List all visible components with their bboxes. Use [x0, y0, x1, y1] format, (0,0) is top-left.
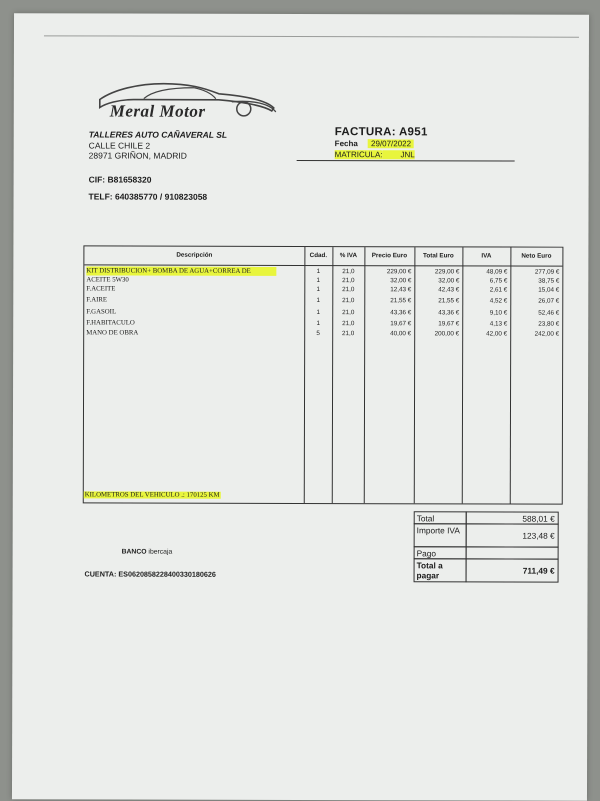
row-vat-pct: 21,0 — [342, 320, 355, 328]
bank-name: ibercaja — [148, 548, 173, 556]
payment-label: Pago — [414, 546, 467, 559]
row-description: F.HABITACULO — [86, 319, 135, 327]
header-rule — [297, 160, 515, 162]
row-total: 19,67 € — [438, 320, 460, 328]
row-description: F.AIRE — [86, 296, 108, 304]
vat-amount-value: 123,48 € — [466, 523, 559, 547]
amount-due-value: 711,49 € — [466, 558, 559, 582]
col-header-qty: Cdad. — [309, 252, 328, 260]
total-label: Total — [414, 511, 467, 524]
top-rule — [44, 35, 579, 37]
bank-info — [122, 549, 173, 556]
row-total: 43,36 € — [438, 309, 460, 317]
row-net: 26,07 € — [538, 297, 560, 305]
company-name: TALLERES AUTO CAÑAVERAL SL — [88, 129, 228, 140]
company-address-line1: CALLE CHILE 2 — [88, 139, 151, 151]
row-vat-pct: 21,0 — [342, 286, 355, 294]
date-label: Fecha — [334, 139, 358, 149]
col-header-vat: IVA — [481, 252, 492, 260]
invoice-sheet — [12, 13, 589, 801]
invoice-header — [335, 126, 428, 160]
items-table — [83, 245, 564, 504]
logo-text: Meral Motor — [109, 101, 206, 121]
row-price: 19,67 € — [390, 320, 412, 328]
col-header-price: Precio Euro — [371, 252, 408, 260]
row-qty: 1 — [316, 286, 321, 294]
row-net: 277,09 € — [534, 268, 560, 276]
row-qty: 1 — [316, 268, 321, 276]
row-vat: 9,10 € — [489, 309, 508, 317]
plate-value: JNL — [383, 150, 415, 159]
row-qty: 1 — [316, 277, 321, 285]
row-price: 32,00 € — [390, 277, 412, 285]
invoice-plate-row — [335, 149, 428, 160]
col-header-vat-pct: % IVA — [339, 252, 358, 260]
row-qty: 1 — [316, 297, 321, 305]
plate-label: MATRICULA: — [334, 150, 383, 160]
row-vat: 42,00 € — [486, 330, 508, 338]
row-price: 21,55 € — [390, 297, 412, 305]
date-value: 29/07/2022 — [368, 139, 414, 148]
row-price: 43,36 € — [390, 309, 412, 317]
row-description: MANO DE OBRA — [86, 329, 139, 337]
total-value: 588,01 € — [466, 511, 559, 524]
row-qty: 5 — [316, 330, 320, 338]
row-vat: 2,61 € — [489, 286, 508, 294]
vat-amount-label: Importe IVA — [414, 523, 467, 547]
row-vat-pct: 21,0 — [342, 297, 355, 305]
row-total: 42,43 € — [438, 286, 460, 294]
row-net: 52,46 € — [538, 309, 560, 317]
company-info — [89, 129, 228, 202]
row-total: 32,00 € — [438, 277, 460, 285]
company-address-line2: 28971 GRIÑON, MADRID — [88, 150, 187, 161]
row-total: 200,00 € — [434, 330, 460, 338]
row-price: 229,00 € — [386, 268, 412, 276]
row-vat: 6,75 € — [489, 277, 508, 285]
bank-label: BANCO — [121, 548, 147, 556]
invoice-date-row — [335, 138, 428, 149]
row-vat-pct: 21,0 — [342, 330, 355, 338]
row-description: F.GASOIL — [86, 308, 117, 316]
row-vat-pct: 21,0 — [342, 309, 355, 317]
row-total: 21,55 € — [438, 297, 460, 305]
vehicle-mileage: KILOMETROS DEL VEHICULO .: 170125 KM — [84, 491, 220, 499]
row-price: 12,43 € — [390, 286, 412, 294]
invoice-number: FACTURA: A951 — [334, 126, 428, 139]
company-phone: TELF: 640385770 / 910823058 — [88, 191, 208, 202]
row-vat: 4,13 € — [489, 320, 508, 328]
bank-account: CUENTA: ES0620858228400330180626 — [84, 569, 216, 579]
row-total: 229,00 € — [434, 268, 460, 276]
company-cif: CIF: B81658320 — [88, 173, 152, 185]
amount-due-label: Total a pagar — [414, 558, 467, 582]
row-vat: 48,09 € — [486, 268, 508, 276]
row-vat-pct: 21,0 — [342, 277, 355, 285]
col-header-total: Total Euro — [423, 252, 454, 260]
row-vat-pct: 21,0 — [342, 268, 355, 276]
row-vat: 4,52 € — [489, 297, 508, 305]
col-header-description: Descripción — [176, 251, 213, 259]
row-price: 40,00 € — [390, 330, 412, 338]
row-net: 38,75 € — [538, 277, 560, 285]
row-description: ACEITE 5W30 — [86, 276, 129, 284]
row-net: 242,00 € — [534, 330, 560, 338]
col-header-net: Neto Euro — [521, 252, 552, 260]
row-net: 15,04 € — [538, 286, 560, 294]
row-qty: 1 — [316, 320, 320, 328]
totals-box — [414, 511, 559, 589]
row-description: KIT DISTRIBUCION+ BOMBA DE AGUA+CORREA DE — [86, 266, 276, 275]
row-net: 23,80 € — [538, 320, 560, 328]
row-qty: 1 — [316, 309, 321, 317]
row-description: F.ACEITE — [86, 285, 116, 293]
